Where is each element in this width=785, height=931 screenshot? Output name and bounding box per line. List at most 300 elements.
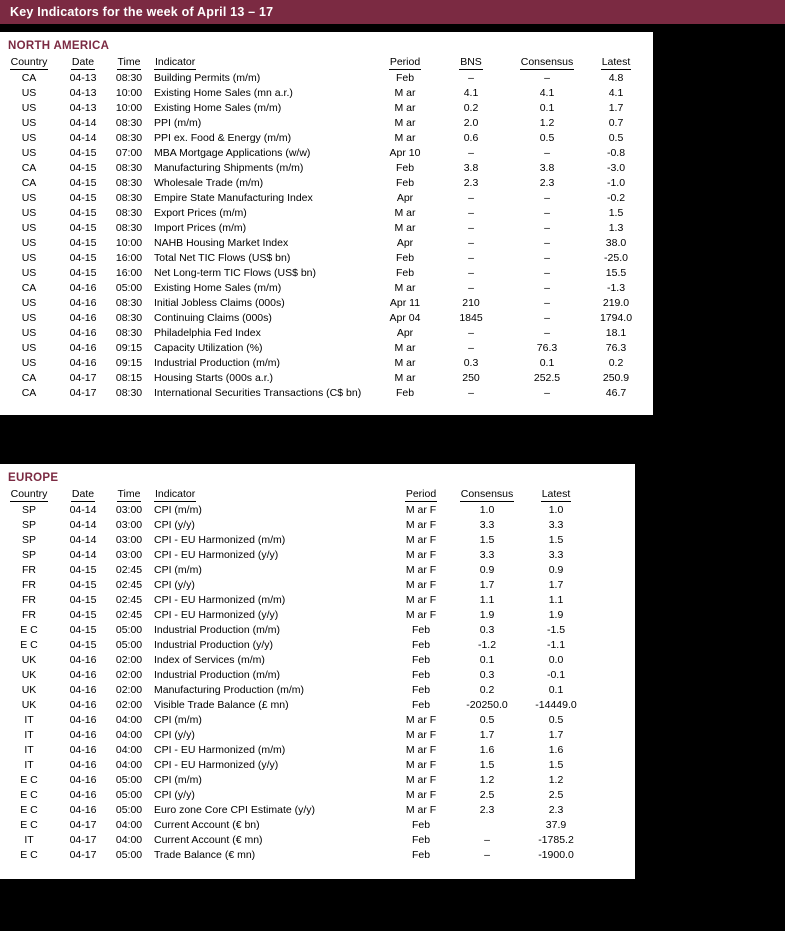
cell-country: CA	[21, 387, 37, 399]
cell-latest: 46.7	[605, 387, 627, 399]
cell-consensus: 0.3	[479, 624, 495, 636]
cell-time: 08:30	[115, 387, 143, 399]
table-row	[0, 593, 593, 608]
cell-country: US	[21, 102, 37, 114]
cell-bns: –	[468, 237, 474, 249]
column-header-date: Date	[71, 488, 95, 500]
cell-indicator: CPI (y/y)	[154, 519, 195, 531]
cell-country: US	[21, 222, 37, 234]
cell-consensus: 0.1	[479, 654, 495, 666]
cell-country: E C	[20, 789, 38, 801]
table-row	[0, 341, 653, 356]
cell-indicator: CPI - EU Harmonized (y/y)	[154, 609, 279, 621]
table-row	[0, 311, 653, 326]
table-row	[0, 176, 653, 191]
cell-latest: -1785.2	[538, 834, 574, 846]
table-row	[0, 326, 653, 341]
cell-consensus: –	[544, 327, 550, 339]
cell-country: US	[21, 357, 37, 369]
cell-date: 04-16	[69, 357, 97, 369]
cell-time: 08:30	[115, 222, 143, 234]
cell-bns: 2.0	[463, 117, 479, 129]
north-america-table-wrap	[0, 56, 653, 401]
cell-period: M ar	[394, 87, 416, 99]
cell-period: M ar F	[405, 714, 437, 726]
cell-time: 02:00	[115, 699, 143, 711]
page-title-banner	[0, 0, 785, 24]
cell-period: Feb	[411, 654, 431, 666]
cell-indicator: Existing Home Sales (mn a.r.)	[154, 87, 293, 99]
cell-latest: 250.9	[602, 372, 630, 384]
table-row	[0, 668, 593, 683]
cell-indicator: Building Permits (m/m)	[154, 72, 261, 84]
cell-country: US	[21, 252, 37, 264]
column-header-bns: BNS	[460, 56, 482, 68]
cell-bns: 3.8	[463, 162, 479, 174]
cell-indicator: Existing Home Sales (m/m)	[154, 282, 282, 294]
column-header-time: Time	[117, 488, 141, 500]
cell-period: M ar F	[405, 549, 437, 561]
cell-period: Apr	[396, 237, 414, 249]
cell-date: 04-15	[69, 237, 97, 249]
cell-consensus: 3.8	[539, 162, 555, 174]
cell-period: M ar	[394, 282, 416, 294]
cell-indicator: CPI (m/m)	[154, 564, 202, 576]
cell-time: 04:00	[115, 834, 143, 846]
europe-table	[0, 488, 593, 863]
cell-time: 09:15	[115, 357, 143, 369]
column-header-consensus: Consensus	[460, 488, 514, 500]
table-row	[0, 161, 653, 176]
cell-consensus: 0.9	[479, 564, 495, 576]
cell-time: 08:30	[115, 312, 143, 324]
cell-indicator: Current Account (€ bn)	[154, 819, 260, 831]
cell-period: M ar	[394, 207, 416, 219]
cell-country: UK	[21, 699, 37, 711]
cell-latest: -3.0	[606, 162, 626, 174]
cell-latest: 18.1	[605, 327, 627, 339]
cell-country: US	[21, 312, 37, 324]
cell-latest: 4.8	[608, 72, 624, 84]
table-row	[0, 578, 593, 593]
cell-latest: 1.3	[608, 222, 624, 234]
cell-latest: -1.3	[606, 282, 626, 294]
cell-period: M ar F	[405, 759, 437, 771]
cell-indicator: Manufacturing Production (m/m)	[154, 684, 304, 696]
cell-country: US	[21, 342, 37, 354]
cell-bns: 0.3	[463, 357, 479, 369]
cell-country: E C	[20, 849, 38, 861]
cell-latest: 3.3	[548, 519, 564, 531]
cell-consensus: –	[544, 252, 550, 264]
cell-date: 04-16	[69, 729, 97, 741]
cell-latest: -0.1	[546, 669, 566, 681]
cell-country: CA	[21, 282, 37, 294]
cell-bns: 1845	[459, 312, 483, 324]
cell-time: 08:30	[115, 297, 143, 309]
cell-country: SP	[21, 549, 36, 561]
table-header-row	[0, 56, 653, 71]
cell-time: 05:00	[115, 774, 143, 786]
table-row	[0, 638, 593, 653]
cell-period: M ar	[394, 372, 416, 384]
table-header-row	[0, 488, 593, 503]
cell-latest: 1.5	[608, 207, 624, 219]
cell-time: 08:30	[115, 72, 143, 84]
table-row	[0, 236, 653, 251]
cell-consensus: –	[484, 834, 490, 846]
cell-time: 04:00	[115, 729, 143, 741]
cell-bns: –	[468, 222, 474, 234]
table-row	[0, 518, 593, 533]
table-row	[0, 221, 653, 236]
cell-date: 04-16	[69, 654, 97, 666]
cell-time: 03:00	[115, 504, 143, 516]
table-row	[0, 713, 593, 728]
cell-period: M ar F	[405, 534, 437, 546]
cell-latest: 0.0	[548, 654, 564, 666]
cell-date: 04-15	[69, 594, 97, 606]
cell-indicator: CPI (y/y)	[154, 789, 195, 801]
cell-indicator: CPI (y/y)	[154, 729, 195, 741]
cell-consensus: –	[544, 237, 550, 249]
table-row	[0, 371, 653, 386]
cell-date: 04-16	[69, 327, 97, 339]
cell-period: M ar F	[405, 579, 437, 591]
cell-period: Feb	[395, 267, 415, 279]
cell-country: CA	[21, 177, 37, 189]
cell-latest: 2.5	[548, 789, 564, 801]
cell-time: 08:30	[115, 192, 143, 204]
cell-consensus: 4.1	[539, 87, 555, 99]
cell-time: 03:00	[115, 549, 143, 561]
column-header-country: Country	[10, 56, 48, 68]
cell-date: 04-16	[69, 789, 97, 801]
cell-period: Feb	[411, 639, 431, 651]
cell-period: Feb	[411, 624, 431, 636]
cell-time: 02:45	[115, 609, 143, 621]
cell-indicator: Import Prices (m/m)	[154, 222, 247, 234]
table-row	[0, 773, 593, 788]
cell-date: 04-16	[69, 699, 97, 711]
cell-date: 04-17	[69, 387, 97, 399]
cell-country: FR	[22, 594, 36, 606]
cell-period: Apr 04	[389, 312, 421, 324]
cell-latest: 3.3	[548, 549, 564, 561]
cell-latest: 0.5	[608, 132, 624, 144]
cell-latest: -0.2	[606, 192, 626, 204]
cell-period: M ar	[394, 117, 416, 129]
cell-period: Feb	[411, 699, 431, 711]
cell-indicator: Industrial Production (m/m)	[154, 669, 281, 681]
table-row	[0, 563, 593, 578]
cell-time: 03:00	[115, 519, 143, 531]
cell-country: CA	[21, 372, 37, 384]
cell-date: 04-16	[69, 342, 97, 354]
cell-indicator: Initial Jobless Claims (000s)	[154, 297, 285, 309]
cell-date: 04-15	[69, 639, 97, 651]
table-row	[0, 818, 593, 833]
cell-consensus: 2.3	[539, 177, 555, 189]
cell-consensus: 1.9	[479, 609, 495, 621]
cell-period: M ar F	[405, 504, 437, 516]
cell-time: 05:00	[115, 804, 143, 816]
cell-period: Apr	[396, 192, 414, 204]
cell-time: 09:15	[115, 342, 143, 354]
cell-latest: 4.1	[608, 87, 624, 99]
cell-country: US	[21, 132, 37, 144]
table-row	[0, 146, 653, 161]
cell-indicator: Current Account (€ mn)	[154, 834, 263, 846]
cell-country: US	[21, 192, 37, 204]
cell-time: 04:00	[115, 744, 143, 756]
cell-country: SP	[21, 534, 36, 546]
cell-date: 04-16	[69, 312, 97, 324]
cell-latest: 1.7	[548, 729, 564, 741]
cell-date: 04-14	[69, 549, 97, 561]
cell-bns: –	[468, 267, 474, 279]
cell-period: M ar	[394, 132, 416, 144]
table-row	[0, 101, 653, 116]
cell-period: Feb	[411, 819, 431, 831]
cell-date: 04-15	[69, 624, 97, 636]
cell-consensus: –	[544, 297, 550, 309]
cell-consensus: –	[544, 222, 550, 234]
cell-indicator: CPI - EU Harmonized (m/m)	[154, 534, 286, 546]
cell-latest: 76.3	[605, 342, 627, 354]
table-row	[0, 131, 653, 146]
cell-bns: 2.3	[463, 177, 479, 189]
cell-date: 04-17	[69, 819, 97, 831]
cell-date: 04-15	[69, 564, 97, 576]
cell-date: 04-16	[69, 774, 97, 786]
cell-indicator: CPI (m/m)	[154, 774, 202, 786]
europe-table-wrap	[0, 488, 593, 863]
table-row	[0, 803, 593, 818]
cell-bns: –	[468, 72, 474, 84]
cell-period: Feb	[411, 669, 431, 681]
cell-consensus	[449, 818, 525, 833]
cell-consensus: 1.6	[479, 744, 495, 756]
cell-bns: –	[468, 192, 474, 204]
cell-latest: 219.0	[602, 297, 630, 309]
table-row	[0, 758, 593, 773]
cell-bns: –	[468, 282, 474, 294]
cell-time: 08:30	[115, 162, 143, 174]
table-row	[0, 71, 653, 86]
cell-period: Feb	[411, 849, 431, 861]
cell-time: 16:00	[115, 252, 143, 264]
cell-period: M ar F	[405, 789, 437, 801]
column-header-period: Period	[389, 56, 421, 68]
cell-country: US	[21, 147, 37, 159]
cell-date: 04-16	[69, 714, 97, 726]
cell-indicator: Capacity Utilization (%)	[154, 342, 263, 354]
table-row	[0, 191, 653, 206]
cell-latest: 0.5	[548, 714, 564, 726]
cell-period: Feb	[411, 834, 431, 846]
cell-consensus: 1.1	[479, 594, 495, 606]
cell-bns: –	[468, 342, 474, 354]
cell-consensus: 76.3	[536, 342, 558, 354]
cell-period: M ar F	[405, 609, 437, 621]
cell-time: 02:45	[115, 579, 143, 591]
cell-period: M ar	[394, 342, 416, 354]
cell-time: 05:00	[115, 639, 143, 651]
column-header-country: Country	[10, 488, 48, 500]
cell-time: 02:00	[115, 669, 143, 681]
cell-date: 04-13	[69, 72, 97, 84]
cell-period: Apr 11	[389, 297, 421, 309]
cell-time: 08:30	[115, 177, 143, 189]
cell-consensus: -1.2	[477, 639, 497, 651]
cell-indicator: Wholesale Trade (m/m)	[154, 177, 264, 189]
table-row	[0, 386, 653, 401]
table-row	[0, 608, 593, 623]
cell-indicator: CPI - EU Harmonized (m/m)	[154, 744, 286, 756]
cell-time: 05:00	[115, 789, 143, 801]
cell-bns: 250	[462, 372, 480, 384]
cell-date: 04-15	[69, 267, 97, 279]
cell-indicator: Empire State Manufacturing Index	[154, 192, 313, 204]
cell-period: M ar F	[405, 594, 437, 606]
cell-latest: 37.9	[545, 819, 567, 831]
cell-period: Apr 10	[389, 147, 421, 159]
cell-date: 04-15	[69, 162, 97, 174]
cell-date: 04-14	[69, 519, 97, 531]
cell-consensus: 1.2	[539, 117, 555, 129]
cell-latest: 1.7	[608, 102, 624, 114]
cell-time: 04:00	[115, 714, 143, 726]
cell-time: 08:30	[115, 132, 143, 144]
cell-latest: 1.0	[548, 504, 564, 516]
cell-latest: 1.7	[548, 579, 564, 591]
cell-date: 04-16	[69, 282, 97, 294]
cell-consensus: 3.3	[479, 549, 495, 561]
cell-consensus: 1.7	[479, 729, 495, 741]
cell-date: 04-17	[69, 372, 97, 384]
cell-consensus: -20250.0	[466, 699, 508, 711]
cell-country: IT	[24, 744, 34, 756]
cell-period: M ar F	[405, 729, 437, 741]
cell-indicator: CPI (m/m)	[154, 504, 202, 516]
cell-country: IT	[24, 714, 34, 726]
cell-date: 04-13	[69, 87, 97, 99]
region-title-north-america: NORTH AMERICA	[8, 40, 110, 52]
cell-country: E C	[20, 624, 38, 636]
table-row	[0, 698, 593, 713]
cell-country: E C	[20, 819, 38, 831]
cell-country: UK	[21, 654, 37, 666]
cell-time: 05:00	[115, 282, 143, 294]
cell-country: IT	[24, 834, 34, 846]
cell-consensus: 252.5	[533, 372, 561, 384]
cell-indicator: Industrial Production (m/m)	[154, 624, 281, 636]
cell-country: SP	[21, 504, 36, 516]
cell-country: US	[21, 237, 37, 249]
cell-indicator: Index of Services (m/m)	[154, 654, 265, 666]
cell-period: Feb	[395, 177, 415, 189]
column-header-indicator: Indicator	[155, 56, 196, 68]
cell-country: UK	[21, 669, 37, 681]
cell-indicator: Industrial Production (y/y)	[154, 639, 274, 651]
cell-time: 10:00	[115, 102, 143, 114]
cell-date: 04-13	[69, 102, 97, 114]
cell-country: US	[21, 117, 37, 129]
cell-consensus: –	[544, 192, 550, 204]
cell-latest: -1.5	[546, 624, 566, 636]
cell-latest: -1.1	[546, 639, 566, 651]
table-row	[0, 788, 593, 803]
cell-consensus: 0.1	[539, 102, 555, 114]
europe-table-body	[0, 503, 593, 863]
cell-country: IT	[24, 729, 34, 741]
cell-bns: 0.6	[463, 132, 479, 144]
column-header-period: Period	[405, 488, 437, 500]
table-row	[0, 833, 593, 848]
cell-consensus: 1.7	[479, 579, 495, 591]
column-header-date: Date	[71, 56, 95, 68]
cell-latest: -0.8	[606, 147, 626, 159]
cell-consensus: –	[544, 387, 550, 399]
cell-latest: 1.9	[548, 609, 564, 621]
region-title-europe: EUROPE	[8, 472, 59, 484]
cell-bns: 0.2	[463, 102, 479, 114]
cell-consensus: 0.3	[479, 669, 495, 681]
cell-time: 04:00	[115, 759, 143, 771]
cell-latest: 0.9	[548, 564, 564, 576]
cell-date: 04-15	[69, 609, 97, 621]
cell-bns: –	[468, 387, 474, 399]
cell-date: 04-15	[69, 579, 97, 591]
table-row	[0, 206, 653, 221]
cell-latest: 15.5	[605, 267, 627, 279]
cell-time: 08:30	[115, 207, 143, 219]
cell-bns: –	[468, 147, 474, 159]
table-row	[0, 116, 653, 131]
cell-consensus: –	[544, 267, 550, 279]
column-header-latest: Latest	[601, 56, 631, 68]
cell-time: 02:00	[115, 684, 143, 696]
cell-indicator: Industrial Production (m/m)	[154, 357, 281, 369]
cell-period: Feb	[395, 162, 415, 174]
cell-consensus: 0.1	[539, 357, 555, 369]
cell-date: 04-16	[69, 669, 97, 681]
cell-time: 16:00	[115, 267, 143, 279]
cell-country: FR	[22, 564, 36, 576]
cell-date: 04-14	[69, 504, 97, 516]
table-row	[0, 848, 593, 863]
cell-country: US	[21, 297, 37, 309]
cell-country: IT	[24, 759, 34, 771]
cell-indicator: Existing Home Sales (m/m)	[154, 102, 282, 114]
column-header-indicator: Indicator	[155, 488, 196, 500]
cell-latest: 2.3	[548, 804, 564, 816]
cell-time: 05:00	[115, 624, 143, 636]
cell-indicator: PPI (m/m)	[154, 117, 202, 129]
cell-time: 08:30	[115, 327, 143, 339]
cell-period: Apr	[396, 327, 414, 339]
cell-time: 02:45	[115, 564, 143, 576]
cell-consensus: –	[544, 312, 550, 324]
cell-period: M ar	[394, 102, 416, 114]
cell-date: 04-16	[69, 759, 97, 771]
cell-consensus: 1.5	[479, 534, 495, 546]
cell-period: M ar F	[405, 744, 437, 756]
cell-date: 04-15	[69, 252, 97, 264]
cell-period: Feb	[395, 387, 415, 399]
cell-consensus: 0.5	[539, 132, 555, 144]
